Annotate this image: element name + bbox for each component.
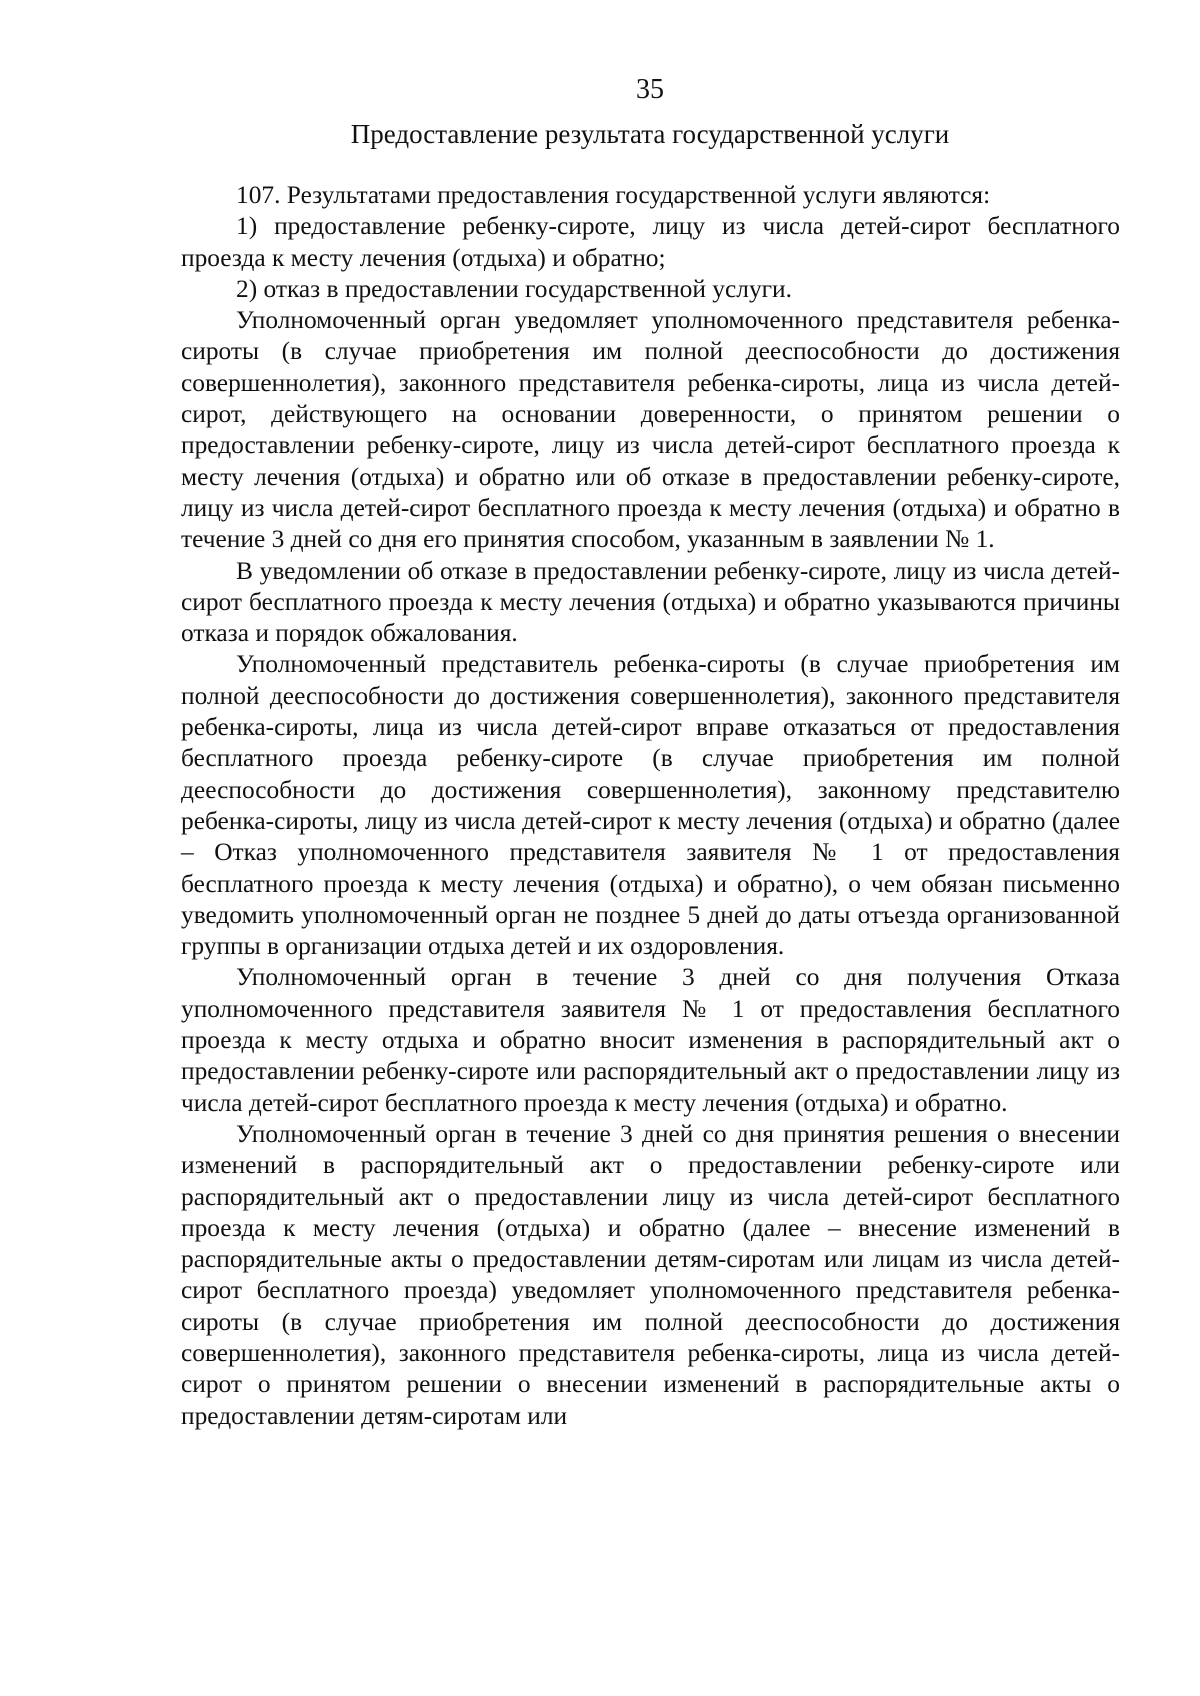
body-text [181, 180, 1120, 1432]
page-number: 35 [636, 74, 664, 105]
paragraph-107-intro: 107. Результатами предоставления государственной услуги являются: [236, 181, 991, 209]
paragraph-result-2: 2) отказ в предоставлении государственной услуги. [236, 274, 792, 303]
paragraph-amendments: Уполномоченный орган в течение 3 дней со дня получения Отказа уполномоченного представителя заявителя № 1 от предоставления бесплатного проезда к месту отдыха и обратно вносит изменения в распорядительный акт о предоставлении ребенку-сироте или распорядительный акт о предоставлении лицу из числа детей-сирот бесплатного проезда к месту лечения (отдыха) и обратно. [181, 963, 1120, 1117]
paragraph-representative-refusal: Уполномоченный представитель ребенка-сироты (в случае приобретения им полной дееспособности до достижения совершеннолетия), законного представителя ребенка-сироты, лица из числа детей-сирот вправе отказаться от предоставления бесплатного проезда ребенку-сироте (в случае приобретения им полной дееспособности до достижения совершеннолетия), законному представителю ребенка-сироты, лицу из числа детей-сирот к месту лечения (отдыха) и обратно (далее – Отказ уполномоченного представителя заявителя № 1 от предоставления бесплатного проезда к месту лечения (отдыха) и обратно), о чем обязан письменно уведомить уполномоченный орган не позднее 5 дней до даты отъезда организованной группы в организации отдыха детей и их оздоровления. [181, 650, 1120, 961]
paragraph-refusal-reasons: В уведомлении об отказе в предоставлении ребенку-сироте, лицу из числа детей-сирот бесплатного проезда к месту лечения (отдыха) и обратно указываются причины отказа и порядок обжалования. [181, 556, 1120, 648]
paragraph-amendment-notification: Уполномоченный орган в течение 3 дней со дня принятия решения о внесении изменений в распорядительный акт о предоставлении ребенку-сироте или распорядительный акт о предоставлении лицу из числа детей-сирот бесплатного проезда к месту лечения (отдыха) и обратно (далее – внесение изменений в распорядительные акты о предоставлении детям-сиротам или лицам из числа детей-сирот бесплатного проезда) уведомляет уполномоченного представителя ребенка-сироты (в случае приобретения им полной дееспособности до достижения совершеннолетия), законного представителя ребенка-сироты, лица из числа детей-сирот о принятом решении о внесении изменений в распорядительные акты о предоставлении детям-сиротам или [181, 1119, 1120, 1430]
section-title: Предоставление результата государственной услуги [350, 119, 950, 149]
paragraph-result-1: 1) предоставление ребенку-сироте, лицу из числа детей-сирот бесплатного проезда к месту лечения (отдыха) и обратно; [181, 212, 1120, 272]
paragraph-notification: Уполномоченный орган уведомляет уполномоченного представителя ребенка-сироты (в случае приобретения им полной дееспособности до достижения совершеннолетия), законного представителя ребенка-сироты, лица из числа детей-сирот, действующего на основании доверенности, о принятом решении о предоставлении ребенку-сироте, лицу из числа детей-сирот бесплатного проезда к месту лечения (отдыха) и обратно или об отказе в предоставлении ребенку-сироте, лицу из числа детей-сирот бесплатного проезда к месту лечения (отдыха) и обратно в течение 3 дней со дня его принятия способом, указанным в заявлении № 1. [181, 306, 1120, 554]
